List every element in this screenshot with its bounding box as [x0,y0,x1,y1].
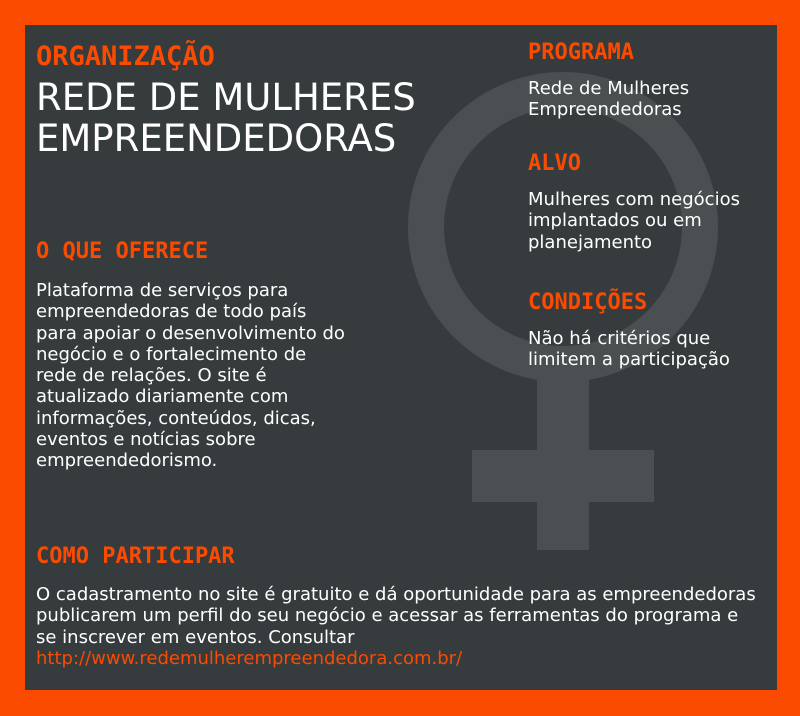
programa-text: Rede de Mulheres Empreendedoras [528,78,690,121]
condicoes-heading: CONDIÇÕES [528,290,648,315]
alvo-heading: ALVO [528,151,581,176]
program-url-link[interactable]: http://www.redemulherempreendedora.com.br/ [36,647,463,669]
condicoes-text: Não há critérios que limitem a participação [528,328,730,371]
oferece-heading: O QUE OFERECE [36,239,209,264]
participar-text [36,584,756,669]
oferece-text: Plataforma de serviços para empreendedoras de todo país para apoiar o desenvolvimento do negócio e o fortalecimento de rede de relações. O site é atualizado diariamente com informações, conteúdos, dicas, eventos e notícias sobre empreendedorismo. [36,280,345,472]
info-card [25,25,777,690]
participar-heading: COMO PARTICIPAR [36,544,235,569]
organizacao-heading: ORGANIZAÇÃO [36,41,215,72]
alvo-text: Mulheres com negócios implantados ou em planejamento [528,189,740,253]
participar-description: O cadastramento no site é gratuito e dá oportunidade para as empreendedoras publicarem um perfil do seu negócio e acessar as ferramentas do programa e se inscrever em eventos. Consultar [36,584,756,648]
organization-name: REDE DE MULHERES EMPREENDEDORAS [36,76,416,160]
programa-heading: PROGRAMA [528,40,634,65]
